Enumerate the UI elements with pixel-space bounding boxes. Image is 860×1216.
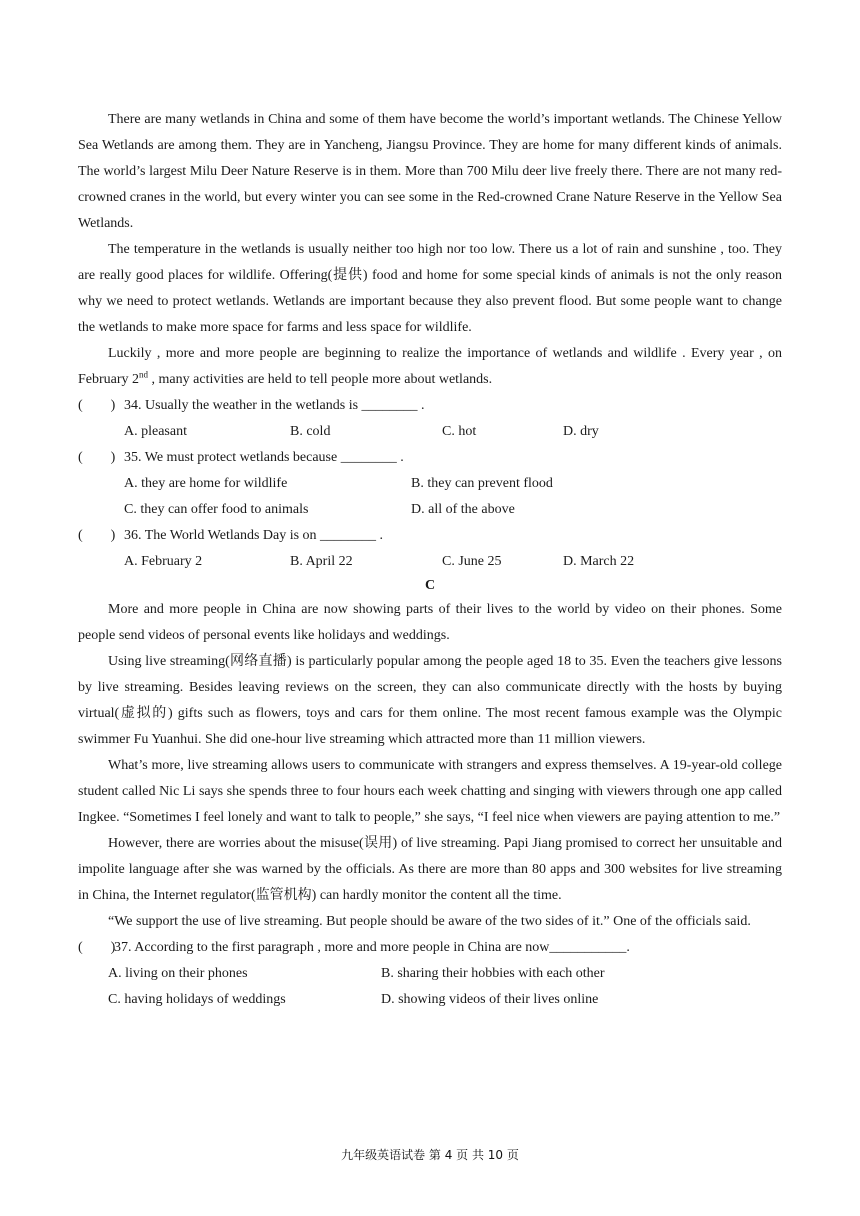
option-c: C. having holidays of weddings <box>108 992 286 1007</box>
question-37 <box>78 935 782 961</box>
option-a: A. pleasant <box>124 424 187 439</box>
question-35-options-row-1 <box>78 471 782 497</box>
question-stem: 34. Usually the weather in the wetlands is ________ . <box>124 398 425 413</box>
answer-blank[interactable]: ( ) <box>78 398 116 413</box>
passage-c-paragraph-2: Using live streaming(网络直播) is particularly popular among the people aged 18 to 35. Even the teachers give lessons by live streaming. Besides leaving reviews on the screen, they can also communicate directly with the hosts by buying virtual(虚拟的) gifts such as flowers, toys and cars for them online. The most recent famous example was the Olympic swimmer Fu Yuanhui. She did one-hour live streaming which attracted more than 11 million viewers. <box>78 654 782 747</box>
question-35-options-row-2 <box>78 497 782 523</box>
passage-b-paragraph-3-part-1: Luckily , more and more people are beginning to realize the importance of wetlands and wildlife . Every year , on February 2 <box>78 346 782 387</box>
passage-b-paragraph-3 <box>78 341 782 393</box>
question-35 <box>78 445 782 471</box>
passage-b-superscript: nd <box>139 369 149 380</box>
passage-c-paragraph-1: More and more people in China are now showing parts of their lives to the world by video on their phones. Some people send videos of personal events like holidays and weddings. <box>78 602 782 643</box>
answer-blank[interactable]: ( ) <box>78 940 116 955</box>
section-c-heading: C <box>424 578 436 593</box>
option-d: D. all of the above <box>411 502 515 517</box>
passage-c-paragraph-3: What’s more, live streaming allows users to communicate with strangers and express themselves. A 19-year-old college student called Nic Li says she spends three to four hours each week chatting and singing with viewers through one app called Ingkee. “Sometimes I feel lonely and want to talk to people,” she says, “I feel nice when viewers are paying attention to me.” <box>78 758 782 825</box>
page-footer: 九年级英语试卷 第 4 页 共 10 页 <box>341 1148 519 1162</box>
question-36 <box>78 523 782 549</box>
option-a: A. February 2 <box>124 554 203 569</box>
question-36-options <box>78 549 782 575</box>
question-stem: 36. The World Wetlands Day is on ________ . <box>124 528 384 543</box>
passage-c-paragraph-5: “We support the use of live streaming. But people should be aware of the two sides of it.” One of the officials said. <box>108 914 751 929</box>
option-c: C. they can offer food to animals <box>124 502 309 517</box>
option-c: C. June 25 <box>442 554 502 569</box>
question-37-options-row-2 <box>78 987 782 1013</box>
question-34-options <box>78 419 782 445</box>
option-b: B. sharing their hobbies with each other <box>381 966 605 981</box>
passage-b-paragraph-1: There are many wetlands in China and some of them have become the world’s important wetlands. The Chinese Yellow Sea Wetlands are among them. They are in Yancheng, Jiangsu Province. They are home for many different kinds of animals. The world’s largest Milu Deer Nature Reserve is in them. More than 700 Milu deer live freely there. There are not many red-crowned cranes in the world, but every winter you can see some in the Red-crowned Crane Nature Reserve in the Yellow Sea Wetlands. <box>78 112 782 231</box>
passage-b-paragraph-3-part-2: , many activities are held to tell people more about wetlands. <box>148 372 493 387</box>
question-37-options-row-1 <box>78 961 782 987</box>
option-b: B. they can prevent flood <box>411 476 553 491</box>
option-b: B. April 22 <box>290 554 353 569</box>
question-stem: 37. According to the first paragraph , more and more people in China are now___________. <box>114 940 630 955</box>
question-stem: 35. We must protect wetlands because ________ . <box>124 450 404 465</box>
question-34 <box>78 393 782 419</box>
option-a: A. living on their phones <box>108 966 248 981</box>
option-b: B. cold <box>290 424 331 439</box>
option-c: C. hot <box>442 424 477 439</box>
option-d: D. March 22 <box>563 554 635 569</box>
passage-b-paragraph-2: The temperature in the wetlands is usually neither too high nor too low. There us a lot of rain and sunshine , too. They are really good places for wildlife. Offering(提供) food and home for some special kinds of animals is not the only reason why we need to protect wetlands. Wetlands are important because they also prevent flood. But some people want to change the wetlands to make more space for farms and less space for wildlife. <box>78 242 782 335</box>
option-a: A. they are home for wildlife <box>124 476 288 491</box>
passage-c-paragraph-4: However, there are worries about the misuse(误用) of live streaming. Papi Jiang promised to correct her unsuitable and impolite language after she was warned by the officials. As there are more than 80 apps and 300 websites for live streaming in China, the Internet regulator(监管机构) can hardly monitor the content all the time. <box>78 836 782 903</box>
option-d: D. dry <box>563 424 599 439</box>
answer-blank[interactable]: ( ) <box>78 528 116 543</box>
option-d: D. showing videos of their lives online <box>381 992 599 1007</box>
answer-blank[interactable]: ( ) <box>78 450 116 465</box>
exam-page <box>78 107 782 1013</box>
